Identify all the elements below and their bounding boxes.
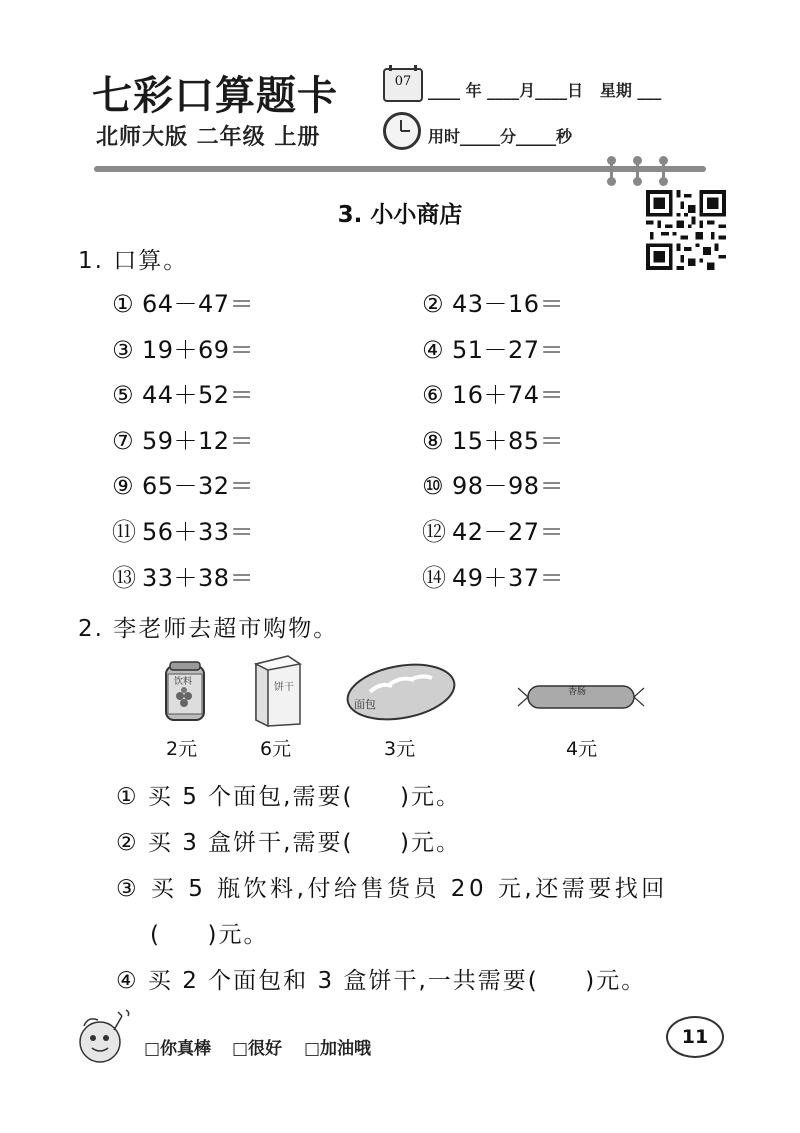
problem-number: ①: [112, 290, 135, 318]
price-bread: 3元: [384, 738, 416, 760]
problem-item: [112, 375, 254, 410]
brand-title: 七彩口算题卡: [92, 73, 338, 119]
problem-number: ⑦: [112, 426, 135, 455]
problem-item: [112, 512, 254, 547]
price-drink: 2元: [166, 738, 198, 760]
price-sausage: 4元: [566, 738, 598, 760]
section-heading-shopping: 2. 李老师去超市购物。: [78, 616, 339, 642]
question-3-cont: ( )元。: [150, 922, 269, 948]
problem-item: [422, 330, 564, 365]
problem-expression: 43－16＝: [452, 290, 565, 318]
problem-expression: 49＋37＝: [452, 563, 565, 592]
drink-can-icon: [160, 660, 210, 724]
problem-number: ⑬: [112, 563, 137, 592]
sausage-icon: [516, 680, 646, 714]
problem-expression: 19＋69＝: [142, 335, 255, 364]
calendar-number: 07: [394, 74, 412, 89]
problem-item: [422, 466, 564, 501]
date-line: ____ 年 ____月____日 星期 ___: [428, 81, 662, 100]
bread-icon: [344, 662, 458, 722]
problem-expression: 65－32＝: [142, 472, 255, 501]
problem-expression: 16＋74＝: [452, 381, 565, 410]
problem-item: [112, 284, 254, 319]
problem-item: [112, 558, 254, 593]
biscuit-box-icon: [248, 650, 308, 728]
page-number: 11: [666, 1016, 724, 1058]
problem-item: [112, 330, 254, 365]
problem-expression: 44＋52＝: [142, 381, 255, 410]
section-heading-oral-calc: 1. 口算。: [78, 248, 189, 274]
pin-icon: [636, 160, 639, 182]
problem-item: [422, 558, 564, 593]
lesson-title: 3. 小小商店: [337, 202, 463, 228]
problem-number: ⑫: [422, 518, 447, 546]
pin-icon: [610, 160, 613, 182]
pin-icon: [662, 160, 665, 182]
problem-expression: 98－98＝: [452, 472, 565, 501]
problem-item: [422, 512, 564, 547]
problem-expression: 59＋12＝: [142, 426, 255, 455]
calendar-icon: [383, 68, 423, 102]
problem-number: ③: [112, 335, 135, 364]
bread-label: 面包: [354, 698, 376, 711]
problem-item: [112, 421, 254, 456]
problem-expression: 56＋33＝: [142, 518, 255, 546]
header-divider: [94, 166, 706, 172]
problem-expression: 64－47＝: [142, 290, 255, 318]
problem-number: ⑧: [422, 426, 445, 455]
problem-expression: 33＋38＝: [142, 563, 255, 592]
time-line: 用时_____分_____秒: [428, 127, 573, 146]
question-1: ① 买 5 个面包,需要( )元。: [116, 784, 461, 810]
sausage-label: 香肠: [568, 687, 587, 697]
problem-number: ⑭: [422, 563, 447, 592]
problem-number: ⑪: [112, 518, 137, 546]
clock-icon: [383, 112, 421, 150]
rating-good[interactable]: □很好: [232, 1039, 283, 1059]
rating-keep-going[interactable]: □加油哦: [304, 1039, 372, 1059]
problem-item: [422, 375, 564, 410]
problem-number: ⑨: [112, 472, 135, 501]
price-biscuit: 6元: [260, 738, 292, 760]
question-4: ④ 买 2 个面包和 3 盒饼干,一共需要( )元。: [116, 968, 647, 994]
mascot-icon: [70, 1004, 134, 1068]
problem-expression: 42－27＝: [452, 518, 565, 546]
problem-number: ②: [422, 290, 445, 318]
problem-number: ⑩: [422, 472, 445, 501]
problem-number: ④: [422, 335, 445, 364]
question-2: ② 买 3 盒饼干,需要( )元。: [116, 830, 461, 856]
qr-code-icon: [646, 190, 726, 270]
problem-number: ⑤: [112, 381, 135, 410]
problem-item: [422, 421, 564, 456]
biscuit-box-label: 饼干: [274, 682, 294, 693]
problem-item: [422, 284, 564, 319]
problem-number: ⑥: [422, 381, 445, 410]
problem-expression: 51－27＝: [452, 335, 565, 364]
question-3: ③ 买 5 瓶饮料,付给售货员 20 元,还需要找回: [116, 876, 668, 902]
rating-great[interactable]: □你真棒: [144, 1039, 212, 1059]
edition-subtitle: 北师大版 二年级 上册: [96, 125, 321, 150]
problem-expression: 15＋85＝: [452, 426, 565, 455]
problem-item: [112, 466, 254, 501]
drink-can-label: 饮料: [174, 677, 193, 687]
